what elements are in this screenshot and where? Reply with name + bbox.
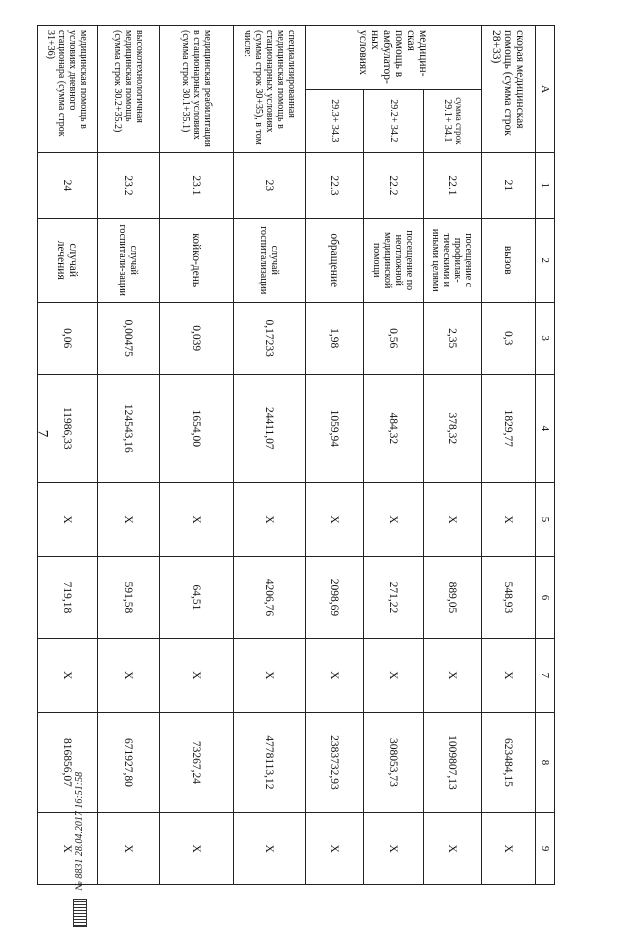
value-cell: Х [38, 483, 98, 557]
header-cell: А [536, 26, 555, 153]
value-cell: 484,32 [364, 374, 424, 483]
value-cell: 719,18 [38, 556, 98, 638]
value-cell: 816856,07 [38, 712, 98, 812]
value-cell: 11986,33 [38, 374, 98, 483]
sum-rows-caption: сумма строк [453, 97, 464, 145]
row-label: скорая медицинская помощь (сумма строк 28+33) [482, 26, 536, 153]
row-number: 23.2 [98, 153, 160, 219]
value-cell: Х [306, 638, 364, 712]
value-cell: 0,3 [482, 302, 536, 374]
unit-cell: случай лечения [38, 218, 98, 302]
value-cell: Х [482, 483, 536, 557]
stamp-text: № 8831 28.04.2017 16:51:58 [74, 771, 86, 891]
value-cell: 623484,15 [482, 712, 536, 812]
value-cell: 378,32 [424, 374, 482, 483]
value-cell: 2098,69 [306, 556, 364, 638]
value-cell: Х [160, 483, 234, 557]
page-number: 7 [34, 429, 51, 438]
table-row [424, 26, 482, 885]
financing-table [37, 25, 555, 885]
value-cell: 0,00475 [98, 302, 160, 374]
header-cell: 3 [536, 302, 555, 374]
sum-rows-ref: 29.1+ 34.1 [442, 99, 454, 143]
value-cell: 1,98 [306, 302, 364, 374]
barcode-icon [73, 899, 87, 927]
value-cell: Х [98, 638, 160, 712]
sum-rows-ref: 29.3+ 34.3 [306, 89, 364, 153]
table-row [98, 26, 160, 885]
table-row [160, 26, 234, 885]
row-number: 22.3 [306, 153, 364, 219]
value-cell: 308053,73 [364, 712, 424, 812]
table-row [306, 26, 364, 885]
row-number: 22.1 [424, 153, 482, 219]
value-cell: 1654,00 [160, 374, 234, 483]
value-cell: 1059,94 [306, 374, 364, 483]
value-cell: Х [38, 638, 98, 712]
unit-cell: вызов [482, 218, 536, 302]
header-cell: 2 [536, 218, 555, 302]
value-cell: Х [306, 813, 364, 885]
value-cell: Х [160, 638, 234, 712]
value-cell: Х [234, 813, 306, 885]
value-cell: 124543,16 [98, 374, 160, 483]
table-row [234, 26, 306, 885]
group-label: медицин-ская помощь в амбулатор-ных условиях [306, 26, 482, 90]
value-cell: Х [482, 638, 536, 712]
header-cell: 1 [536, 153, 555, 219]
unit-cell: случай госпитализации [234, 218, 306, 302]
row-number: 21 [482, 153, 536, 219]
value-cell: 0,06 [38, 302, 98, 374]
sum-rows-cell [424, 89, 482, 153]
row-number: 23.1 [160, 153, 234, 219]
value-cell: Х [160, 813, 234, 885]
table-row [482, 26, 536, 885]
value-cell: 64,51 [160, 556, 234, 638]
value-cell: Х [364, 483, 424, 557]
value-cell: Х [364, 638, 424, 712]
value-cell: Х [38, 813, 98, 885]
value-cell: Х [98, 483, 160, 557]
value-cell: 271,22 [364, 556, 424, 638]
value-cell: 1829,77 [482, 374, 536, 483]
unit-cell: случай госпитали-зации [98, 218, 160, 302]
value-cell: 1009807,13 [424, 712, 482, 812]
table-row [38, 26, 98, 885]
header-cell: 6 [536, 556, 555, 638]
header-row [536, 26, 555, 885]
value-cell: 4778113,12 [234, 712, 306, 812]
value-cell: 591,58 [98, 556, 160, 638]
value-cell: 671927,80 [98, 712, 160, 812]
value-cell: Х [364, 813, 424, 885]
value-cell: 2383732,93 [306, 712, 364, 812]
value-cell: 548,93 [482, 556, 536, 638]
value-cell: 0,039 [160, 302, 234, 374]
value-cell: 4206,76 [234, 556, 306, 638]
value-cell: 2,35 [424, 302, 482, 374]
value-cell: Х [98, 813, 160, 885]
unit-cell: посещение по неотложной медицинской помощи [364, 218, 424, 302]
unit-cell: койко-день [160, 218, 234, 302]
value-cell: 24411,07 [234, 374, 306, 483]
value-cell: 889,05 [424, 556, 482, 638]
header-cell: 9 [536, 813, 555, 885]
header-cell: 5 [536, 483, 555, 557]
table-row [364, 26, 424, 885]
header-cell: 4 [536, 374, 555, 483]
value-cell: Х [424, 638, 482, 712]
row-label: высокотехнологичная медицинская помощь (сумма строк 30.2+35.2) [98, 26, 160, 153]
value-cell: Х [234, 638, 306, 712]
value-cell: 0,17233 [234, 302, 306, 374]
unit-cell: посещение с профилак-тическими и иными целями [424, 218, 482, 302]
header-cell: 7 [536, 638, 555, 712]
value-cell: Х [482, 813, 536, 885]
value-cell: Х [424, 813, 482, 885]
unit-cell: обращение [306, 218, 364, 302]
row-label: медицинская помощь в условиях дневного стационара (сумма строк 31+36) [38, 26, 98, 153]
value-cell: Х [234, 483, 306, 557]
value-cell: Х [424, 483, 482, 557]
row-number: 23 [234, 153, 306, 219]
row-number: 22.2 [364, 153, 424, 219]
header-cell: 8 [536, 712, 555, 812]
row-number: 24 [38, 153, 98, 219]
row-label: медицинская реабилитация в стационарных условиях (сумма строк 30.1+35.1) [160, 26, 234, 153]
row-label: специализированная медицинская помощь в стационарных условиях (сумма строк 30+35), в том числе: [234, 26, 306, 153]
value-cell: Х [306, 483, 364, 557]
value-cell: 73267,24 [160, 712, 234, 812]
sum-rows-ref: 29.2+ 34.2 [364, 89, 424, 153]
value-cell: 0,56 [364, 302, 424, 374]
